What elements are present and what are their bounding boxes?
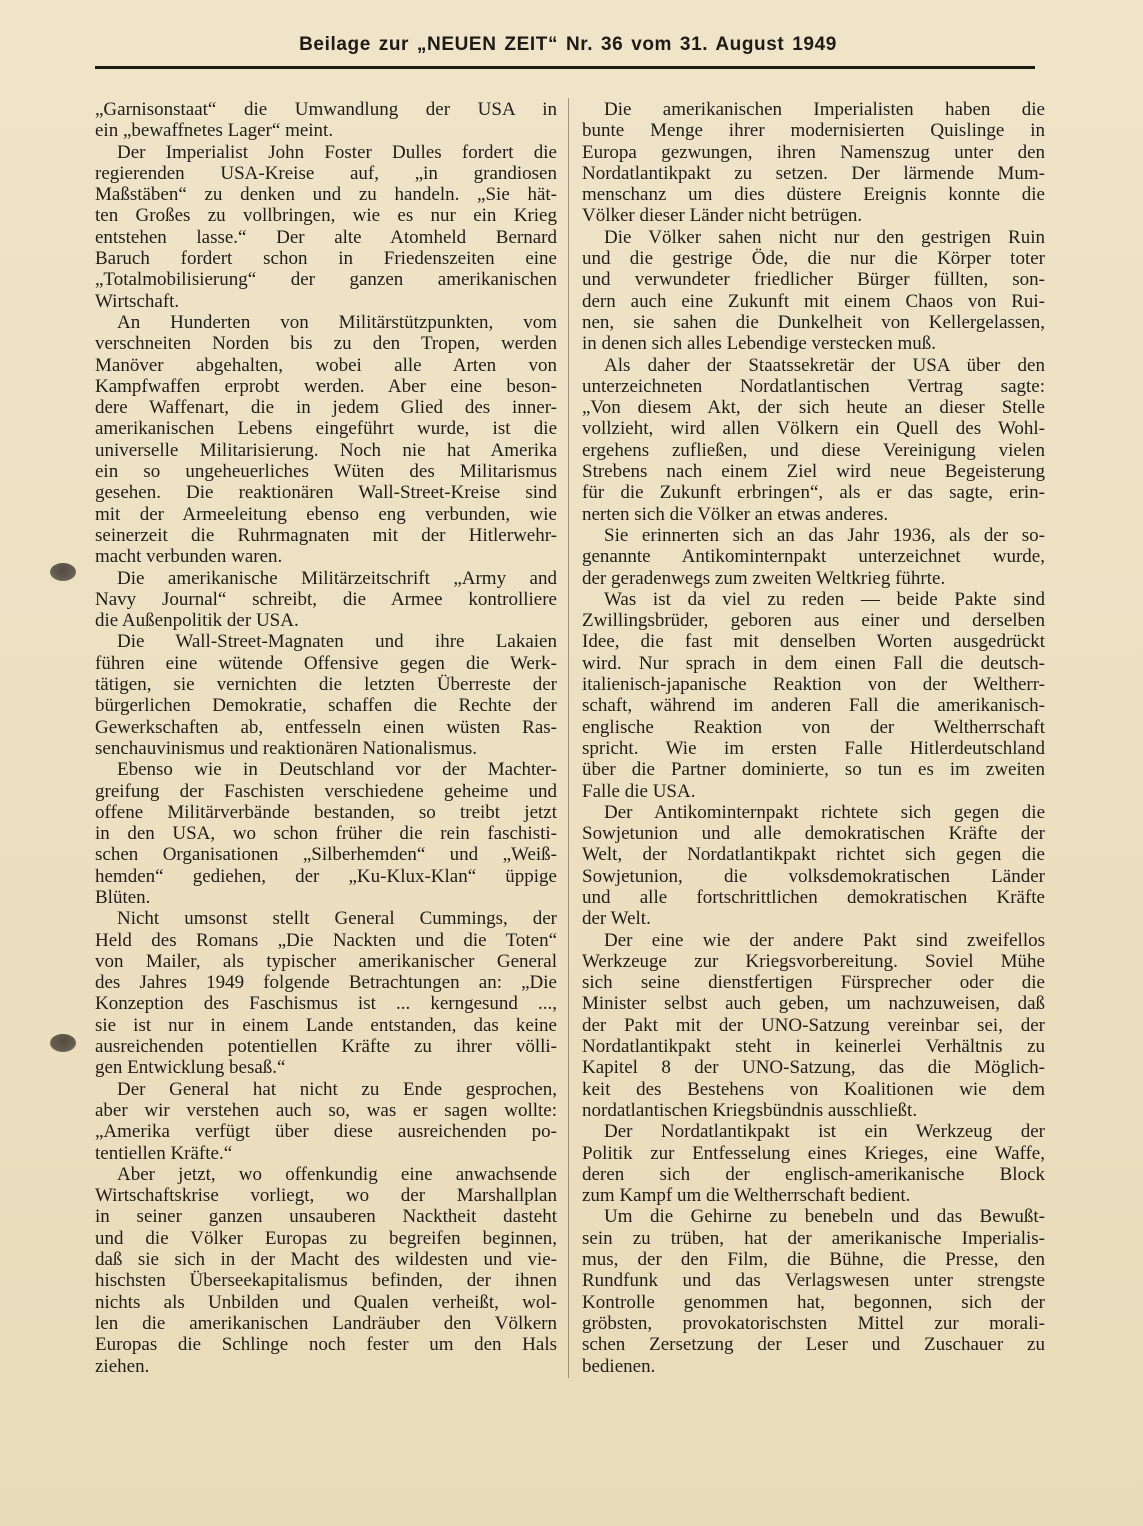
text-line: ein so ungeheuerliches Wüten des Militarismus xyxy=(95,461,557,483)
text-line: Werkzeuge zur Kriegsvorbereitung. Soviel Mühe xyxy=(582,950,1045,972)
text-line: dern auch eine Zukunft mit einem Chaos von Rui- xyxy=(582,290,1045,312)
text-line: sein zu trüben, hat der amerikanische Imperialis- xyxy=(582,1227,1045,1249)
text-line: schen Zersetzung der Leser und Zuschauer zu xyxy=(582,1334,1045,1356)
text-line: amerikanischen Lebens eingeführt wurde, ist die xyxy=(95,418,557,440)
text-line: Sowjetunion, die volksdemokratischen Länder xyxy=(582,865,1045,887)
text-line: len die amerikanischen Landräuber den Völkern xyxy=(95,1312,557,1334)
text-line: Die amerikanischen Imperialisten haben die xyxy=(604,99,1045,120)
header-rule xyxy=(95,66,1035,69)
text-line: führen eine wütende Offensive gegen die Werk- xyxy=(95,652,557,674)
text-line: nichts als Unbilden und Qualen verheißt, wol- xyxy=(95,1291,557,1313)
text-line: Falle die USA. xyxy=(582,780,696,802)
paragraph xyxy=(582,1121,1045,1206)
text-line: der Welt. xyxy=(582,908,651,930)
text-line: Kontrolle genommen hat, begonnen, sich der xyxy=(582,1291,1045,1313)
paragraph xyxy=(582,1206,1045,1376)
text-line: Die Völker sahen nicht nur den gestrigen Ruin xyxy=(604,226,1045,248)
text-line: bürgerlichen Demokratie, schaffen die Rechte der xyxy=(95,695,557,717)
text-line: gröbsten, provokatorischsten Mittel zur morali- xyxy=(582,1312,1045,1334)
text-line: Sowjetunion und alle demokratischen Kräfte der xyxy=(582,823,1045,845)
text-line: regierenden USA-Kreise auf, „in grandiosen xyxy=(95,162,557,184)
paragraph xyxy=(582,930,1045,1122)
text-line: Kapitel 8 der UNO-Satzung, das die Möglich- xyxy=(582,1057,1045,1079)
text-line: menschanz um dies düstere Ereignis konnte die xyxy=(582,184,1045,206)
text-line: in den USA, wo schon früher die rein faschisti- xyxy=(95,823,557,845)
paragraph xyxy=(582,227,1045,355)
text-line: spricht. Wie im ersten Falle Hitlerdeutschland xyxy=(582,737,1045,759)
text-line: Ebenso wie in Deutschland vor der Machter- xyxy=(117,759,557,781)
text-line: Blüten. xyxy=(95,886,151,908)
text-line: schaft, während im anderen Fall die amerikanisch- xyxy=(582,695,1045,717)
paragraph xyxy=(95,631,557,759)
text-line: senchauvinismus und reaktionären Nationalismus. xyxy=(95,737,478,759)
text-line: Der eine wie der andere Pakt sind zweifellos xyxy=(604,929,1045,951)
text-line: vollzieht, wird allen Völkern ein Quell des Wohl- xyxy=(582,418,1045,440)
text-line: schen Organisationen „Silberhemden“ und „Weiß- xyxy=(95,844,557,866)
text-line: Der Imperialist John Foster Dulles fordert die xyxy=(117,141,557,163)
text-line: verschneiten Norden bis zu den Tropen, werden xyxy=(95,333,557,355)
text-line: ein „bewaffnetes Lager“ meint. xyxy=(95,120,334,142)
text-line: „Amerika verfügt über diese ausreichenden po- xyxy=(95,1121,557,1143)
text-line: offene Militärverbände bestanden, so treibt jetzt xyxy=(95,801,557,823)
text-line: nerten sich die Völker an etwas anderes. xyxy=(582,503,889,525)
text-line: Europa gezwungen, ihren Namenszug unter den xyxy=(582,141,1045,163)
punch-hole xyxy=(50,1034,76,1052)
text-line: hischsten Überseekapitalismus befinden, der ihnen xyxy=(95,1270,557,1292)
text-line: entstehen lasse.“ Der alte Atomheld Bernard xyxy=(95,226,557,248)
text-line: Europas die Schlinge noch fester um den Hals xyxy=(95,1334,557,1356)
text-line: zum Kampf um die Weltherrschaft bedient. xyxy=(582,1185,911,1207)
text-line: seinerzeit die Ruhrmagnaten mit der Hitlerwehr- xyxy=(95,524,557,546)
text-line: für die Zukunft erbringen“, als er das sagte, erin- xyxy=(582,482,1045,504)
paragraph xyxy=(95,1079,557,1164)
paragraph xyxy=(582,802,1045,930)
text-line: Die Wall-Street-Magnaten und ihre Lakaien xyxy=(117,631,557,653)
text-line: Politik zur Entfesselung eines Krieges, eine Waffe, xyxy=(582,1142,1045,1164)
page-header-title: Beilage zur „NEUEN ZEIT“ Nr. 36 vom 31. August 1949 xyxy=(299,34,837,55)
text-line: Nordatlantikpakt zu setzen. Der lärmende Mum- xyxy=(582,162,1045,184)
text-line: italienisch-japanische Reaktion von der Weltherr- xyxy=(582,674,1045,696)
text-line: in seiner ganzen unsauberen Nacktheit dasteht xyxy=(95,1206,557,1228)
text-line: sich seine dienstfertigen Fürsprecher oder die xyxy=(582,972,1045,994)
text-line: deren sich der englisch-amerikanische Block xyxy=(582,1163,1045,1185)
text-line: Rundfunk und das Verlagswesen unter strengste xyxy=(582,1270,1045,1292)
text-line: Was ist da viel zu reden — beide Pakte sind xyxy=(604,588,1045,610)
text-line: Wirtschaftskrise vorliegt, wo der Marshallplan xyxy=(95,1185,557,1207)
text-line: und die gestrige Öde, die nur die Körper toter xyxy=(582,248,1045,270)
text-line: macht verbunden waren. xyxy=(95,546,283,568)
paragraph xyxy=(95,142,557,312)
text-line: nen, sie sahen die Dunkelheit von Kellergelassen, xyxy=(582,311,1045,333)
text-line: tentiellen Kräfte.“ xyxy=(95,1142,233,1164)
paragraph xyxy=(95,908,557,1078)
text-line: ziehen. xyxy=(95,1355,150,1377)
text-line: Nicht umsonst stellt General Cummings, der xyxy=(117,908,557,930)
paragraph xyxy=(582,99,1045,227)
paragraph xyxy=(95,99,557,142)
text-line: über die Partner dominierte, so tun es im zweiten xyxy=(582,759,1045,781)
column-divider xyxy=(568,98,569,1378)
paragraph xyxy=(95,312,557,568)
paragraph xyxy=(95,1164,557,1377)
text-line: mit der Armeeleitung ebenso eng verbunden, wie xyxy=(95,503,557,525)
text-line: Völker dieser Länder nicht betrügen. xyxy=(582,205,863,227)
text-line: aber wir verstehen auch so, was er sagen wollte: xyxy=(95,1099,557,1121)
text-line: englische Reaktion von der Weltherrschaft xyxy=(582,716,1045,738)
paragraph xyxy=(95,568,557,632)
text-line: Der Antikominternpakt richtete sich gegen die xyxy=(604,801,1045,823)
text-line: Wirtschaft. xyxy=(95,290,180,312)
text-line: Sie erinnerten sich an das Jahr 1936, als der so- xyxy=(604,524,1045,546)
text-line: Der General hat nicht zu Ende gesprochen, xyxy=(117,1078,557,1100)
column-right xyxy=(582,99,1045,1377)
text-line: in denen sich alles Lebendige verstecken muß. xyxy=(582,333,937,355)
text-line: hemden“ gediehen, der „Ku-Klux-Klan“ üppige xyxy=(95,865,557,887)
text-line: sie ist nur in einem Lande entstanden, das keine xyxy=(95,1014,557,1036)
text-line: Kampfwaffen erprobt werden. Aber eine beson- xyxy=(95,375,557,397)
paragraph xyxy=(582,589,1045,802)
text-line: und verwundeter friedlicher Bürger füllten, son- xyxy=(582,269,1045,291)
text-line: Die amerikanische Militärzeitschrift „Army and xyxy=(117,567,557,589)
text-line: Zwillingsbrüder, geboren aus einer und derselben xyxy=(582,610,1045,632)
text-line: und die Völker Europas zu begreifen beginnen, xyxy=(95,1227,557,1249)
text-line: „Totalmobilisierung“ der ganzen amerikanischen xyxy=(95,269,557,291)
text-line: ausreichenden potentiellen Kräfte zu ihrer völli- xyxy=(95,1036,557,1058)
punch-hole xyxy=(50,563,76,581)
text-line: greifung der Faschisten verschiedene geheime und xyxy=(95,780,557,802)
text-line: Aber jetzt, wo offenkundig eine anwachsende xyxy=(117,1163,557,1185)
text-line: tätigen, sie vernichten die letzten Überreste der xyxy=(95,674,557,696)
text-line: die Außenpolitik der USA. xyxy=(95,610,299,632)
text-line: keit des Bestehens von Koalitionen wie dem xyxy=(582,1078,1045,1100)
text-line: universelle Militarisierung. Noch nie hat Amerika xyxy=(95,439,557,461)
text-line: Minister selbst auch geben, um nachzuweisen, daß xyxy=(582,993,1045,1015)
text-line: Manöver abgehalten, wobei alle Arten von xyxy=(95,354,557,376)
text-line: „Von diesem Akt, der sich heute an dieser Stelle xyxy=(582,397,1045,419)
text-line: des Jahres 1949 folgende Betrachtungen an: „Die xyxy=(95,972,557,994)
text-line: Idee, die fast mit denselben Worten ausgedrückt xyxy=(582,631,1045,653)
text-line: Held des Romans „Die Nackten und die Toten“ xyxy=(95,929,557,951)
text-line: daß sie sich in der Macht des wildesten und vie- xyxy=(95,1249,557,1271)
text-line: Strebens nach einem Ziel wird neue Begeisterung xyxy=(582,461,1045,483)
text-line: von Mailer, als typischer amerikanischer General xyxy=(95,950,557,972)
text-line: Als daher der Staatssekretär der USA über den xyxy=(604,354,1045,376)
text-line: „Garnisonstaat“ die Umwandlung der USA in xyxy=(95,99,557,120)
text-line: Nordatlantikpakt steht in keinerlei Verhältnis zu xyxy=(582,1036,1045,1058)
text-line: Maßstäben“ zu denken und zu handeln. „Sie hät- xyxy=(95,184,557,206)
text-line: wird. Nur sprach in dem einen Fall die deutsch- xyxy=(582,652,1045,674)
text-line: Konzeption des Faschismus ist ... kerngesund ..., xyxy=(95,993,557,1015)
text-line: Gewerkschaften ab, entfesseln einen wüsten Ras- xyxy=(95,716,557,738)
paragraph xyxy=(95,759,557,908)
text-line: der Pakt mit der UNO-Satzung vereinbar sei, der xyxy=(582,1014,1045,1036)
text-line: bunte Menge ihrer modernisierten Quislinge in xyxy=(582,120,1045,142)
text-line: Navy Journal“ schreibt, die Armee kontrolliere xyxy=(95,588,557,610)
text-line: und alle fortschrittlichen demokratischen Kräfte xyxy=(582,886,1045,908)
text-line: Um die Gehirne zu benebeln und das Bewußt- xyxy=(604,1206,1045,1228)
text-line: gesehen. Die reaktionären Wall-Street-Kreise sind xyxy=(95,482,557,504)
text-line: dere Waffenart, die in jedem Glied des inner- xyxy=(95,397,557,419)
paragraph xyxy=(582,355,1045,525)
text-line: bedienen. xyxy=(582,1355,656,1377)
text-line: der geradenwegs zum zweiten Weltkrieg führte. xyxy=(582,567,946,589)
text-line: ten Großes zu vollbringen, wie es nur ein Krieg xyxy=(95,205,557,227)
text-line: Der Nordatlantikpakt ist ein Werkzeug der xyxy=(604,1121,1045,1143)
text-line: An Hunderten von Militärstützpunkten, vom xyxy=(117,311,557,333)
text-line: nordatlantischen Kriegsbündnis ausschließt. xyxy=(582,1099,918,1121)
text-line: Baruch fordert schon in Friedenszeiten eine xyxy=(95,248,557,270)
text-line: ergehens zufließen, und diese Vereinigung vielen xyxy=(582,439,1045,461)
text-line: genannte Antikominternpakt unterzeichnet wurde, xyxy=(582,546,1045,568)
text-line: gen Entwicklung besaß.“ xyxy=(95,1057,286,1079)
text-line: Welt, der Nordatlantikpakt richtet sich gegen die xyxy=(582,844,1045,866)
text-line: unterzeichneten Nordatlantischen Vertrag sagte: xyxy=(582,375,1045,397)
column-left xyxy=(95,99,557,1377)
paragraph xyxy=(582,525,1045,589)
text-line: mus, der den Film, die Bühne, die Presse, den xyxy=(582,1249,1045,1271)
